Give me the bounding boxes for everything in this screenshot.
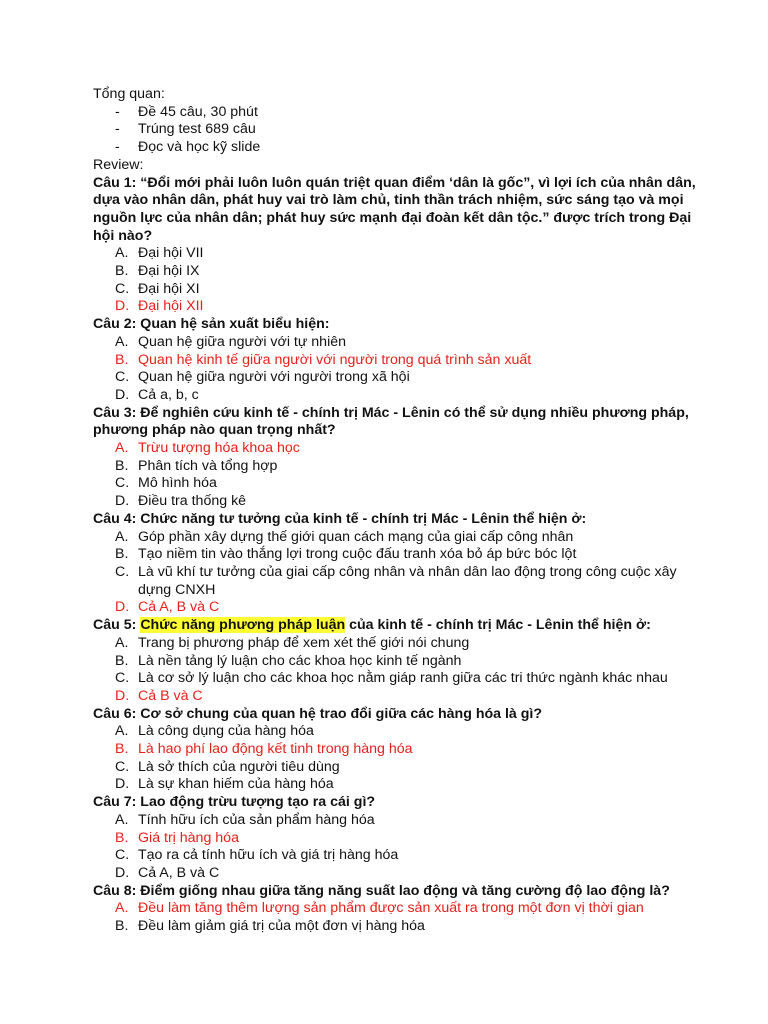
answer-option xyxy=(93,475,708,493)
option-text: Tạo ra cả tính hữu ích và giá trị hàng hóa xyxy=(138,847,399,864)
option-letter: D. xyxy=(115,386,130,403)
option-letter: D. xyxy=(115,298,130,315)
question-text: Chức năng tư tưởng của kinh tế - chính trị Mác - Lênin thể hiện ở: xyxy=(136,510,587,527)
option-text: Đại hội IX xyxy=(138,263,200,280)
answer-options xyxy=(93,812,708,883)
question-text: Cơ sở chung của quan hệ trao đổi giữa các hàng hóa là gì? xyxy=(136,705,543,722)
answer-option xyxy=(93,635,708,653)
option-text: Trừu tượng hóa khoa học xyxy=(138,440,300,457)
answer-option xyxy=(93,847,708,865)
option-letter: A. xyxy=(115,245,129,262)
answer-option xyxy=(93,493,708,511)
question-2 xyxy=(93,316,708,334)
answer-option xyxy=(93,812,708,830)
option-text: Cả A, B và C xyxy=(138,599,220,616)
option-letter: A. xyxy=(115,900,129,917)
question-label: Câu 7: xyxy=(93,794,137,811)
option-text: Cả a, b, c xyxy=(138,386,199,403)
option-text: Giá trị hàng hóa xyxy=(138,829,239,846)
option-text: Góp phần xây dựng thế giới quan cách mạng của giai cấp công nhân xyxy=(138,528,574,545)
option-letter: A. xyxy=(115,528,129,545)
option-letter: B. xyxy=(115,652,129,669)
dash-bullet-icon: - xyxy=(115,121,120,138)
option-letter: D. xyxy=(115,599,130,616)
answer-options xyxy=(93,529,708,618)
overview-item: - Đọc và học kỹ slide xyxy=(115,139,261,156)
option-letter: B. xyxy=(115,546,129,563)
option-letter: A. xyxy=(115,333,129,350)
option-text: Mô hình hóa xyxy=(138,475,217,492)
question-4 xyxy=(93,511,708,529)
answer-option xyxy=(93,653,708,671)
overview-item: - Đề 45 câu, 30 phút xyxy=(115,103,258,120)
question-8 xyxy=(93,883,708,901)
answer-options xyxy=(93,440,708,511)
answer-option xyxy=(93,369,708,387)
answer-option xyxy=(93,564,708,599)
answer-option-correct xyxy=(93,900,708,918)
answer-option xyxy=(93,281,708,299)
answer-option xyxy=(93,334,708,352)
answer-option-correct xyxy=(93,440,708,458)
option-letter: C. xyxy=(115,847,130,864)
option-text: Đều làm giảm giá trị của một đơn vị hàng hóa xyxy=(138,918,425,935)
answer-option xyxy=(93,546,708,564)
option-text: Tạo niềm tin vào thắng lợi trong cuộc đấu tranh xóa bỏ áp bức bóc lột xyxy=(138,546,577,563)
question-label: Câu 5: xyxy=(93,617,137,634)
answer-options xyxy=(93,635,708,706)
option-letter: D. xyxy=(115,864,130,881)
question-text: của kinh tế - chính trị Mác - Lênin thể hiện ở: xyxy=(345,617,651,634)
question-6 xyxy=(93,706,708,724)
question-7 xyxy=(93,794,708,812)
question-label: Câu 1: xyxy=(93,174,137,191)
option-letter: B. xyxy=(115,918,129,935)
option-letter: A. xyxy=(115,440,129,457)
answer-options xyxy=(93,900,708,935)
answer-option-correct xyxy=(93,741,708,759)
answer-option xyxy=(93,865,708,883)
option-letter: C. xyxy=(115,670,130,687)
question-list xyxy=(93,175,708,936)
option-text: Đại hội XII xyxy=(138,298,204,315)
option-text: Trang bị phương pháp để xem xét thế giới nói chung xyxy=(138,634,470,651)
option-letter: A. xyxy=(115,723,129,740)
answer-option xyxy=(93,670,708,688)
option-text: Là công dụng của hàng hóa xyxy=(138,723,314,740)
option-text: Là sở thích của người tiêu dùng xyxy=(138,758,340,775)
highlighted-phrase: Chức năng phương pháp luận xyxy=(140,617,346,634)
option-letter: B. xyxy=(115,457,129,474)
option-text: Phân tích và tổng hợp xyxy=(138,457,278,474)
option-text: Quan hệ kinh tế giữa người với người trong quá trình sản xuất xyxy=(138,351,532,368)
dash-bullet-icon: - xyxy=(115,103,120,120)
option-letter: D. xyxy=(115,493,130,510)
option-text: Quan hệ giữa người với người trong xã hội xyxy=(138,369,410,386)
option-letter: B. xyxy=(115,741,129,758)
option-text: Tính hữu ích của sản phẩm hàng hóa xyxy=(138,811,375,828)
question-label: Câu 6: xyxy=(93,705,137,722)
answer-option xyxy=(93,529,708,547)
option-text: Là cơ sở lý luận cho các khoa học nằm giáp ranh giữa các tri thức ngành khác nhau xyxy=(138,670,668,687)
option-text: Là sự khan hiếm của hàng hóa xyxy=(138,776,334,793)
answer-option xyxy=(93,245,708,263)
option-letter: C. xyxy=(115,758,130,775)
option-letter: C. xyxy=(115,475,130,492)
answer-options xyxy=(93,334,708,405)
option-letter: C. xyxy=(115,280,130,297)
overview-heading: Tổng quan: xyxy=(93,86,165,102)
option-letter: B. xyxy=(115,351,129,368)
question-text: Để nghiên cứu kinh tế - chính trị Mác - Lênin có thể sử dụng nhiều phương pháp, phương pháp nào quan trọng nhất? xyxy=(93,404,689,439)
question-1 xyxy=(93,175,708,246)
question-3 xyxy=(93,405,708,440)
answer-options xyxy=(93,723,708,794)
option-text: Đều làm tăng thêm lượng sản phẩm được sản xuất ra trong một đơn vị thời gian xyxy=(138,900,644,917)
answer-option-correct xyxy=(93,352,708,370)
question-text: Quan hệ sản xuất biểu hiện: xyxy=(136,316,330,333)
option-letter: C. xyxy=(115,563,130,580)
option-letter: D. xyxy=(115,776,130,793)
question-text: Điểm giống nhau giữa tăng năng suất lao động và tăng cường độ lao động là? xyxy=(136,882,670,899)
option-text: Là nền tảng lý luận cho các khoa học kinh tế ngành xyxy=(138,652,462,669)
answer-option xyxy=(93,263,708,281)
option-text: Là vũ khí tư tưởng của giai cấp công nhân và nhân dân lao động trong công cuộc xây dựng CNXH xyxy=(138,563,677,598)
option-text: Cả A, B và C xyxy=(138,864,220,881)
option-letter: A. xyxy=(115,811,129,828)
option-letter: D. xyxy=(115,687,130,704)
answer-option xyxy=(93,723,708,741)
answer-option-correct xyxy=(93,830,708,848)
question-label: Câu 8: xyxy=(93,882,137,899)
answer-options xyxy=(93,245,708,316)
answer-option xyxy=(93,458,708,476)
option-letter: A. xyxy=(115,634,129,651)
option-letter: B. xyxy=(115,829,129,846)
answer-option-correct xyxy=(93,298,708,316)
answer-option xyxy=(93,776,708,794)
option-text: Đại hội VII xyxy=(138,245,204,262)
option-text: Đại hội XI xyxy=(138,280,200,297)
option-letter: B. xyxy=(115,263,129,280)
review-heading: Review: xyxy=(93,156,144,173)
question-label: Câu 2: xyxy=(93,316,137,333)
answer-option xyxy=(93,387,708,405)
answer-option xyxy=(93,918,708,936)
overview-item: - Trúng test 689 câu xyxy=(115,121,256,138)
option-text: Điều tra thống kê xyxy=(138,493,247,510)
question-text: “Đổi mới phải luôn luôn quán triệt quan điểm ‘dân là gốc”, vì lợi ích của nhân dân, dựa vào nhân dân, phát huy vai trò làm chủ, tinh thần trách nhiệm, sức sáng tạo và mọi nguồn lực của nhân dân; phát huy sức mạnh đại đoàn kết dân tộc.” được trích trong Đại hội nào? xyxy=(93,174,696,244)
option-text: Cả B và C xyxy=(138,687,203,704)
dash-bullet-icon: - xyxy=(115,139,120,156)
question-label: Câu 3: xyxy=(93,404,137,421)
question-label: Câu 4: xyxy=(93,510,137,527)
answer-option-correct xyxy=(93,599,708,617)
question-text: Lao động trừu tượng tạo ra cái gì? xyxy=(136,794,376,811)
answer-option xyxy=(93,759,708,777)
overview-list xyxy=(93,104,708,157)
option-letter: C. xyxy=(115,369,130,386)
option-text: Quan hệ giữa người với tự nhiên xyxy=(138,333,347,350)
option-text: Là hao phí lao động kết tinh trong hàng hóa xyxy=(138,741,413,758)
question-5 xyxy=(93,617,708,635)
answer-option-correct xyxy=(93,688,708,706)
